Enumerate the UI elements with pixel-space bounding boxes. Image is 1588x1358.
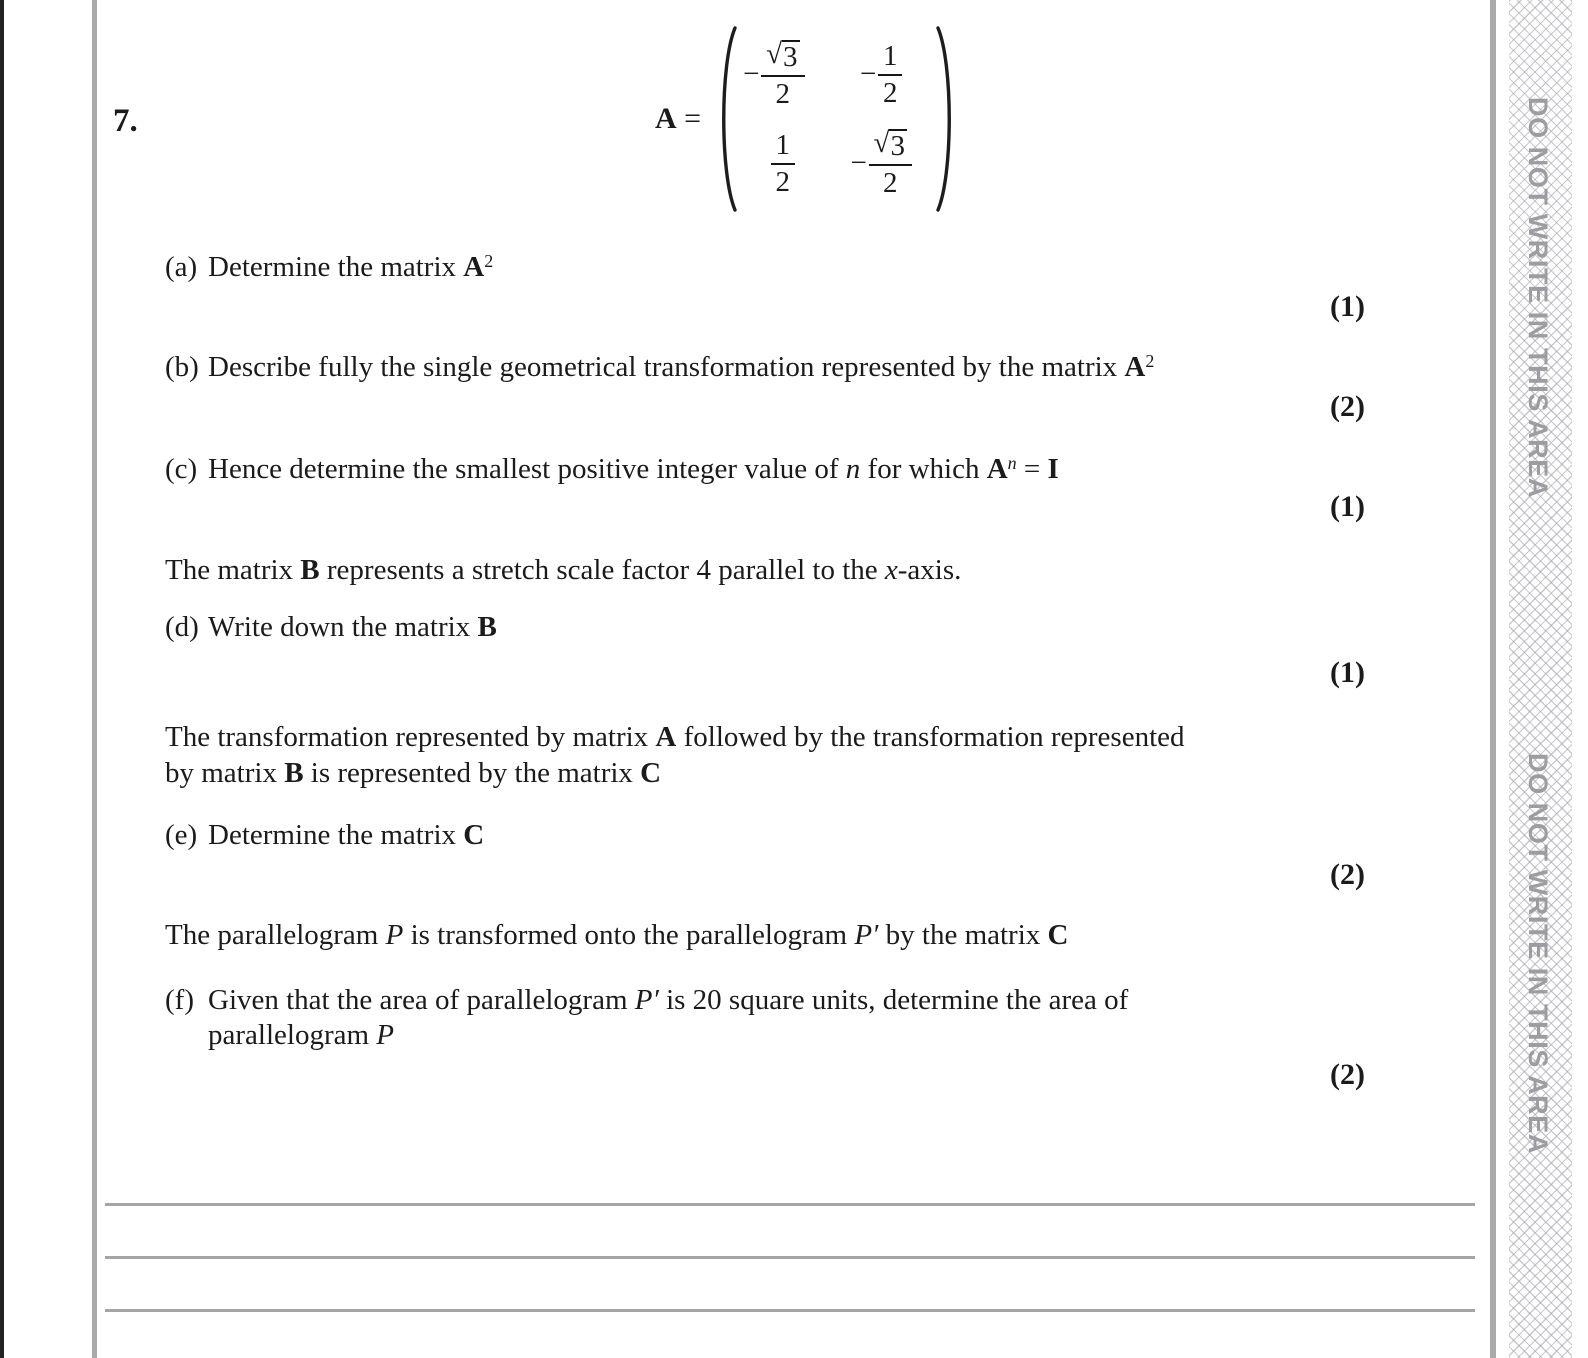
- answer-line: [105, 1256, 1475, 1259]
- matrix-cell-r1c0: [743, 128, 822, 198]
- part-e-label: (e): [165, 819, 198, 851]
- fraction: √ 3 2: [869, 129, 912, 198]
- margin-warning-top: DO NOT WRITE IN THIS AREA: [1523, 97, 1553, 498]
- radical-icon: √: [873, 127, 890, 159]
- matrix-cell-r1c1: − √ 3 2: [851, 129, 930, 198]
- part-d: (d) Write down the matrix B: [165, 611, 497, 643]
- question-number: 7.: [113, 103, 138, 139]
- part-c: (c) Hence determine the smallest positive integer value of n for which $A^n = I$: [165, 453, 1059, 485]
- part-a-label: (a): [165, 251, 198, 283]
- part-b-marks: (2): [1330, 390, 1365, 423]
- matrix-label: A =: [655, 102, 702, 135]
- part-c-label: (c): [165, 453, 198, 485]
- statement-composite-line2: by matrix B is represented by the matrix C: [165, 757, 662, 789]
- statement-composite-line1: The transformation represented by matrix A followed by the transformation represented: [165, 721, 1185, 753]
- part-c-marks: (1): [1330, 490, 1365, 523]
- matrix-cell-r0c1: − $\frac{1}{2}$: [851, 42, 930, 108]
- statement-stretch: The matrix B represents a stretch scale factor 4 parallel to the x-axis.: [165, 554, 962, 586]
- part-e: (e) Determine the matrix C: [165, 819, 485, 851]
- part-e-marks: (2): [1330, 858, 1365, 891]
- part-d-marks: (1): [1330, 656, 1365, 689]
- part-d-label: (d): [165, 611, 199, 643]
- part-f-line2: parallelogram P: [208, 1019, 394, 1051]
- matrix-cell-r0c0: − √ 3 2: [743, 40, 822, 109]
- part-f-marks: (2): [1330, 1058, 1365, 1091]
- left-paren: [715, 24, 739, 214]
- answer-line: [105, 1203, 1475, 1206]
- part-b: (b) Describe fully the single geometrical transformation represented by the matrix $A^2$: [165, 351, 1155, 383]
- matrix-equation: [655, 24, 958, 214]
- right-paren: [934, 24, 958, 214]
- part-a-marks: (1): [1330, 290, 1365, 323]
- part-f-label: (f): [165, 984, 194, 1016]
- statement-parallelogram: The parallelogram P is transformed onto the parallelogram P′ by the matrix C: [165, 919, 1069, 951]
- margin-warning-bottom: DO NOT WRITE IN THIS AREA: [1523, 753, 1553, 1154]
- fraction: $\frac{1}{2}$: [878, 42, 903, 108]
- radical-icon: √: [766, 38, 783, 70]
- matrix-grid: [739, 40, 934, 198]
- right-column-rule: [1490, 0, 1496, 1358]
- page-left-border: [0, 0, 4, 1358]
- left-column-rule: [92, 0, 97, 1358]
- fraction: $\frac{1}{2}$: [771, 131, 796, 197]
- part-a: (a) Determine the matrix $A^2$: [165, 251, 494, 283]
- fraction: √ 3 2: [761, 40, 804, 109]
- part-f-line1: (f) Given that the area of parallelogram P′ is 20 square units, determine the area of: [165, 984, 1129, 1016]
- answer-line: [105, 1309, 1475, 1312]
- part-b-label: (b): [165, 351, 199, 383]
